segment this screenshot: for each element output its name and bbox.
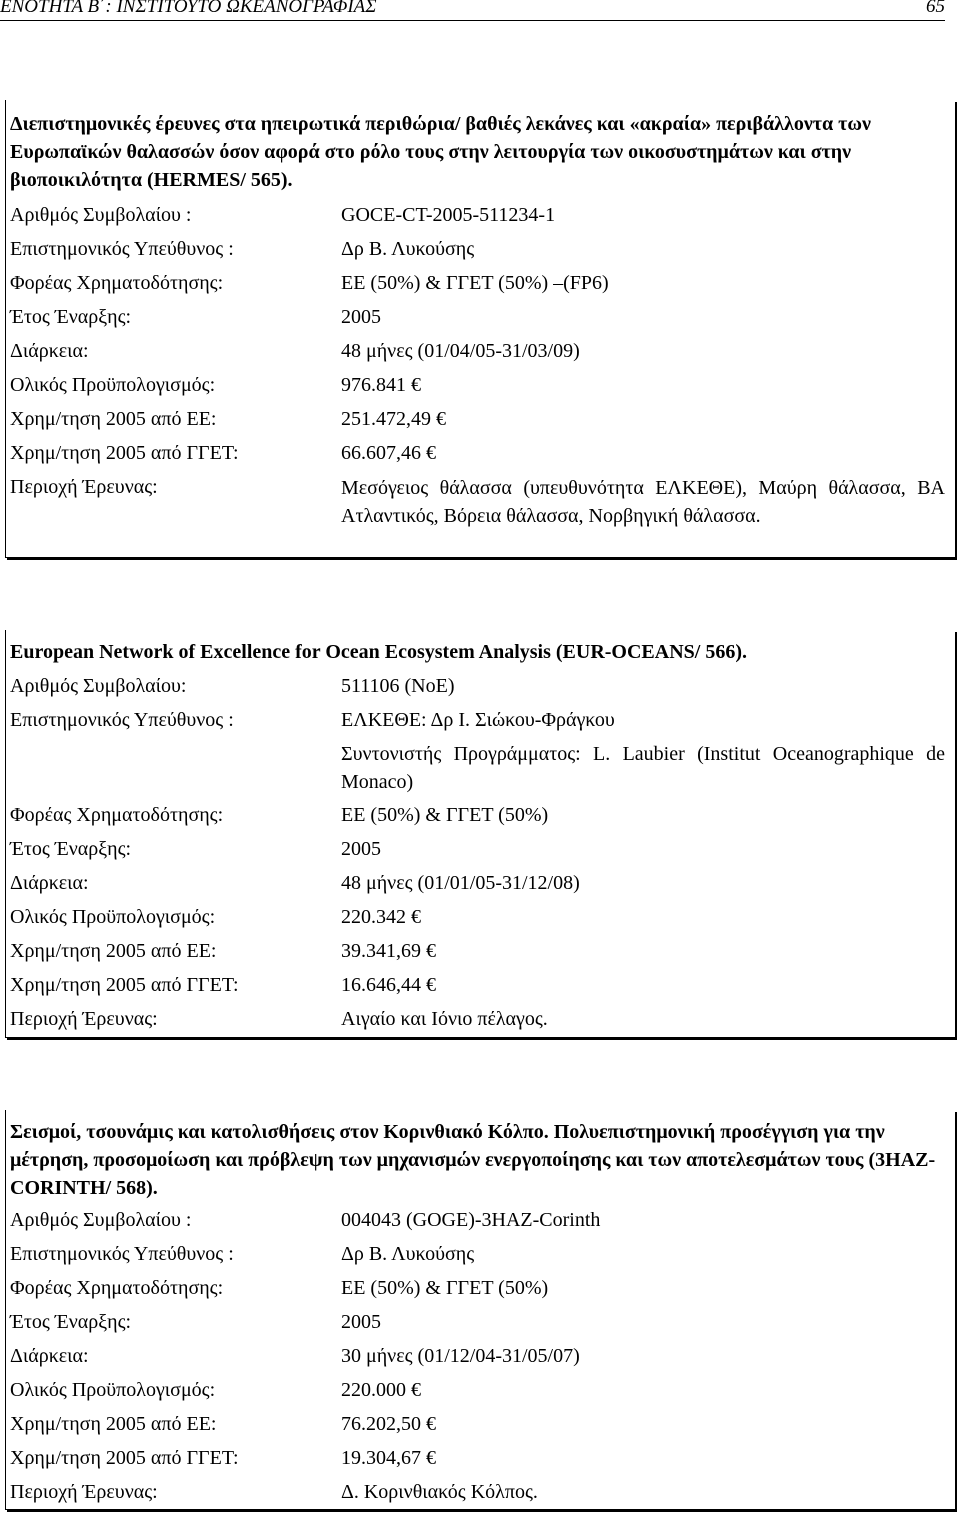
pi-value: ΕΛΚΕΘΕ: Δρ Ι. Σιώκου-Φράγκου <box>341 709 615 731</box>
start-year-value: 2005 <box>341 306 381 328</box>
funding-value: ΕΕ (50%) & ΓΓΕΤ (50%) <box>341 1277 549 1299</box>
gget-funding-value: 19.304,67 € <box>341 1447 436 1469</box>
section-title: ΕΝΟΤΗΤΑ Β΄: ΙΝΣΤΙΤΟΥΤΟ ΩΚΕΑΝΟΓΡΑΦΙΑΣ <box>0 0 377 17</box>
research-area-label: Περιοχή Έρευνας: <box>10 1481 158 1503</box>
budget-value: 976.841 € <box>341 374 421 396</box>
start-year-value: 2005 <box>341 838 381 860</box>
pi-row <box>10 707 945 741</box>
start-year-label: Έτος Έναρξης: <box>10 838 132 860</box>
start-year-value: 2005 <box>341 1311 381 1333</box>
project-title: European Network of Excellence for Ocean Ecosystem Analysis (EUR-OCEANS/ 566). <box>10 641 747 663</box>
contract-value: GOCE-CT-2005-511234-1 <box>341 204 556 226</box>
duration-row <box>10 338 945 372</box>
pi-value: Δρ Β. Λυκούσης <box>341 238 475 260</box>
start-year-row <box>10 836 945 870</box>
ee-funding-row <box>10 406 945 440</box>
contract-label: Αριθμός Συμβολαίου : <box>10 1209 192 1231</box>
gget-funding-label: Χρημ/τηση 2005 από ΓΓΕΤ: <box>10 974 239 996</box>
budget-label: Ολικός Προϋπολογισμός: <box>10 374 216 396</box>
coordinator-row <box>10 740 945 800</box>
funding-row <box>10 270 945 304</box>
contract-row <box>10 1207 945 1241</box>
ee-funding-value: 39.341,69 € <box>341 940 436 962</box>
duration-value: 48 μήνες (01/01/05-31/12/08) <box>341 872 580 894</box>
ee-funding-label: Χρημ/τηση 2005 από ΕΕ: <box>10 1413 217 1435</box>
coordinator-value: Συντονιστής Προγράμματος: L. Laubier (Institut Oceanographique de Monaco) <box>341 743 945 793</box>
pi-row <box>10 1241 945 1275</box>
budget-row <box>10 904 945 938</box>
start-year-label: Έτος Έναρξης: <box>10 1311 132 1333</box>
budget-label: Ολικός Προϋπολογισμός: <box>10 906 216 928</box>
pi-label: Επιστημονικός Υπεύθυνος : <box>10 238 234 260</box>
research-area-value: Δ. Κορινθιακός Κόλπος. <box>341 1481 538 1503</box>
research-area-row <box>10 1006 945 1040</box>
gget-funding-row <box>10 440 945 474</box>
ee-funding-value: 251.472,49 € <box>341 408 446 430</box>
ee-funding-row <box>10 1411 945 1445</box>
funding-label: Φορέας Χρηματοδότησης: <box>10 272 224 294</box>
ee-funding-row <box>10 938 945 972</box>
ee-funding-value: 76.202,50 € <box>341 1413 436 1435</box>
funding-label: Φορέας Χρηματοδότησης: <box>10 1277 224 1299</box>
contract-row <box>10 202 945 236</box>
pi-label: Επιστημονικός Υπεύθυνος : <box>10 709 234 731</box>
pi-value: Δρ Β. Λυκούσης <box>341 1243 475 1265</box>
research-area-value: Αιγαίο και Ιόνιο πέλαγος. <box>341 1008 548 1030</box>
ee-funding-label: Χρημ/τηση 2005 από ΕΕ: <box>10 408 217 430</box>
budget-value: 220.000 € <box>341 1379 421 1401</box>
budget-row <box>10 372 945 406</box>
contract-value: 004043 (GOGE)-3HAZ-Corinth <box>341 1209 601 1231</box>
gget-funding-value: 16.646,44 € <box>341 974 436 996</box>
budget-row <box>10 1377 945 1411</box>
budget-label: Ολικός Προϋπολογισμός: <box>10 1379 216 1401</box>
budget-value: 220.342 € <box>341 906 421 928</box>
start-year-label: Έτος Έναρξης: <box>10 306 132 328</box>
contract-value: 511106 (NoE) <box>341 675 455 697</box>
contract-label: Αριθμός Συμβολαίου : <box>10 204 192 226</box>
gget-funding-label: Χρημ/τηση 2005 από ΓΓΕΤ: <box>10 1447 239 1469</box>
ee-funding-label: Χρημ/τηση 2005 από ΕΕ: <box>10 940 217 962</box>
project-title: Διεπιστημονικές έρευνες στα ηπειρωτικά περιθώρια/ βαθιές λεκάνες και «ακραία» περιβάλλοντα των Ευρωπαϊκών θαλασσών όσον αφορά στο ρόλο τους στην λειτουργία των οικοσυστημάτων και στην βιοποικιλότητα (HERMES/ 565). <box>10 113 871 191</box>
research-area-row <box>10 1479 945 1513</box>
contract-label: Αριθμός Συμβολαίου: <box>10 675 187 697</box>
pi-row <box>10 236 945 270</box>
start-year-row <box>10 1309 945 1343</box>
duration-label: Διάρκεια: <box>10 872 89 894</box>
funding-value: ΕΕ (50%) & ΓΓΕΤ (50%) <box>341 804 549 826</box>
pi-label: Επιστημονικός Υπεύθυνος : <box>10 1243 234 1265</box>
duration-value: 48 μήνες (01/04/05-31/03/09) <box>341 340 580 362</box>
gget-funding-value: 66.607,46 € <box>341 442 436 464</box>
duration-row <box>10 1343 945 1377</box>
contract-row <box>10 673 945 707</box>
page-number: 65 <box>926 0 945 17</box>
duration-row <box>10 870 945 904</box>
gget-funding-row <box>10 972 945 1006</box>
research-area-value: Μεσόγειος θάλασσα (υπευθυνότητα ΕΛΚΕΘΕ), Μαύρη θάλασσα, ΒΑ Ατλαντικός, Βόρεια θάλασσα, Νορβηγική θάλασσα. <box>341 477 945 527</box>
funding-row <box>10 802 945 836</box>
duration-label: Διάρκεια: <box>10 340 89 362</box>
research-area-row <box>10 474 945 527</box>
duration-label: Διάρκεια: <box>10 1345 89 1367</box>
project-title: Σεισμοί, τσουνάμις και κατολισθήσεις στον Κορινθιακό Κόλπο. Πολυεπιστημονική προσέγγιση για την μέτρηση, προσομοίωση και πρόβλεψη των μηχανισμών ενεργοποίησης και των αποτελεσμάτων τους (3HAZ-CORINTH/ 568). <box>10 1121 936 1199</box>
funding-value: ΕΕ (50%) & ΓΓΕΤ (50%) –(FP6) <box>341 272 609 294</box>
gget-funding-row <box>10 1445 945 1479</box>
funding-label: Φορέας Χρηματοδότησης: <box>10 804 224 826</box>
research-area-label: Περιοχή Έρευνας: <box>10 476 158 498</box>
funding-row <box>10 1275 945 1309</box>
research-area-label: Περιοχή Έρευνας: <box>10 1008 158 1030</box>
page-header <box>0 0 945 21</box>
gget-funding-label: Χρημ/τηση 2005 από ΓΓΕΤ: <box>10 442 239 464</box>
start-year-row <box>10 304 945 338</box>
duration-value: 30 μήνες (01/12/04-31/05/07) <box>341 1345 580 1367</box>
